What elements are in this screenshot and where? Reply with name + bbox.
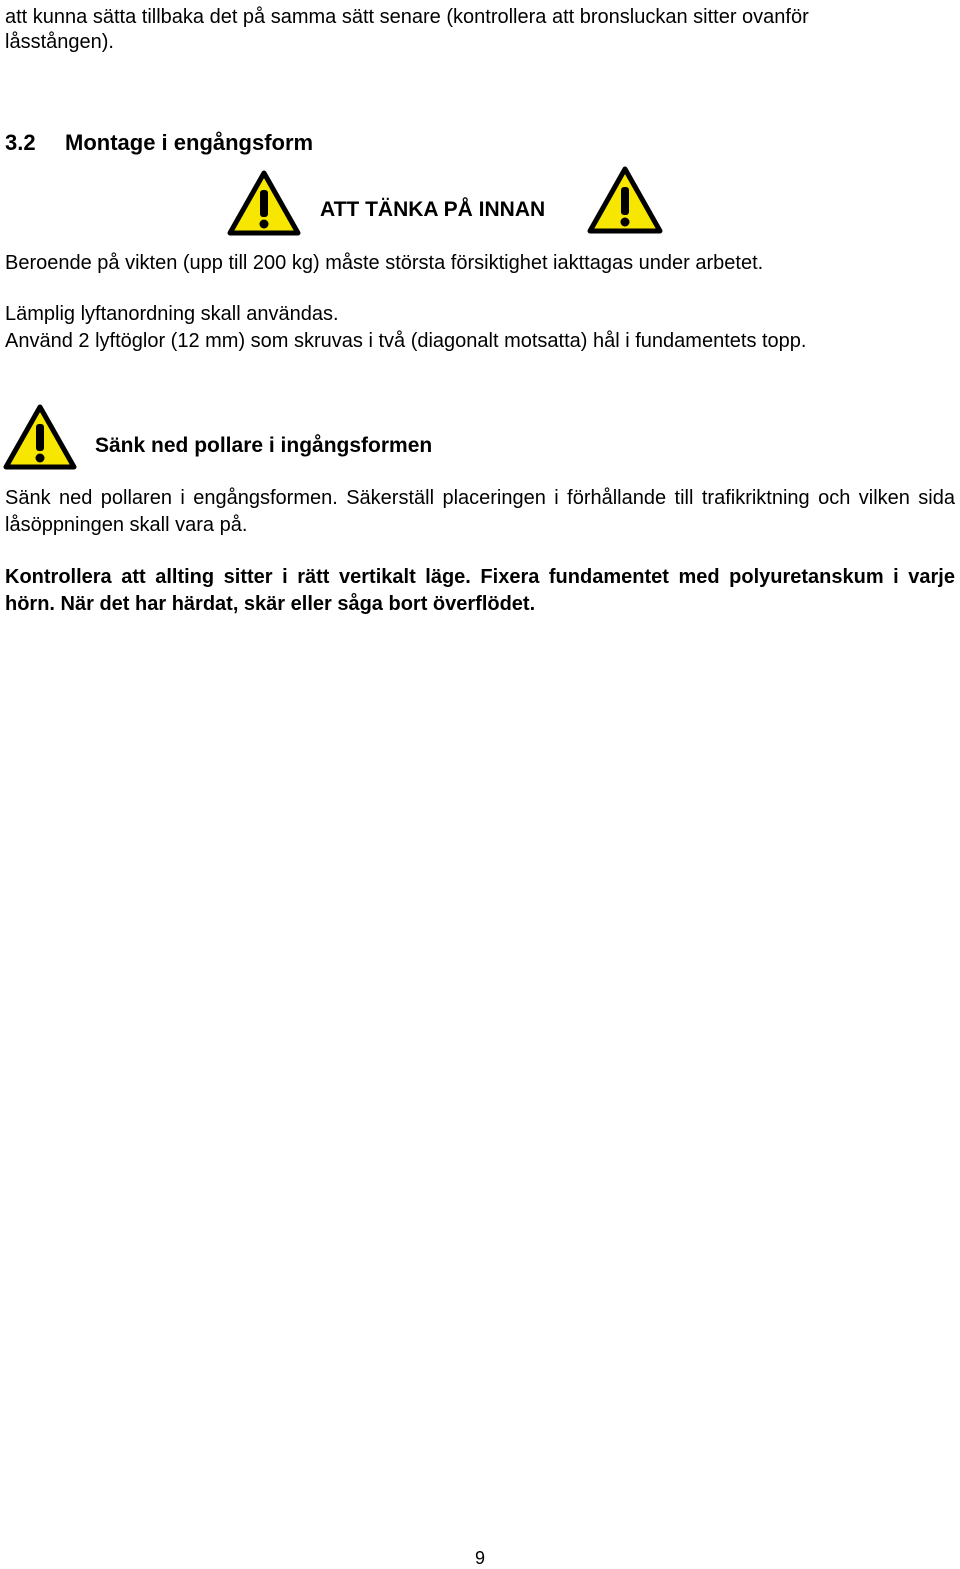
warning-label: ATT TÄNKA PÅ INNAN (320, 198, 546, 221)
lifting-paragraph: Lämplig lyftanordning skall användas. (5, 303, 339, 325)
warning-label-lower: Sänk ned pollare i ingångsformen (95, 434, 433, 457)
lower-paragraph: Sänk ned pollaren i engångsformen. Säkerställ placeringen i förhållande till trafikriktning och vilken sida låsöppningen skall vara på. (5, 487, 955, 536)
weight-paragraph: Beroende på vikten (upp till 200 kg) måste största försiktighet iakttagas under arbetet. (5, 252, 764, 274)
section-title: Montage i engångsform (65, 130, 314, 155)
section-heading (5, 130, 313, 156)
page-number: 9 (474, 1548, 485, 1568)
intro-line-2: låsstången). (5, 31, 114, 53)
section-number: 3.2 (5, 130, 36, 155)
warning-triangle-icon (587, 166, 663, 234)
warning-triangle-icon (3, 404, 77, 470)
bold-paragraph: Kontrollera att allting sitter i rätt vertikalt läge. Fixera fundamentet med polyuretanskum i varje hörn. När det har härdat, skär eller såga bort överflödet. (5, 566, 955, 615)
intro-line-1: att kunna sätta tillbaka det på samma sätt senare (kontrollera att bronsluckan sitter ovanför (5, 6, 809, 28)
eyebolts-paragraph: Använd 2 lyftöglor (12 mm) som skruvas i två (diagonalt motsatta) hål i fundamentets topp. (5, 330, 807, 352)
warning-triangle-icon (227, 170, 301, 236)
